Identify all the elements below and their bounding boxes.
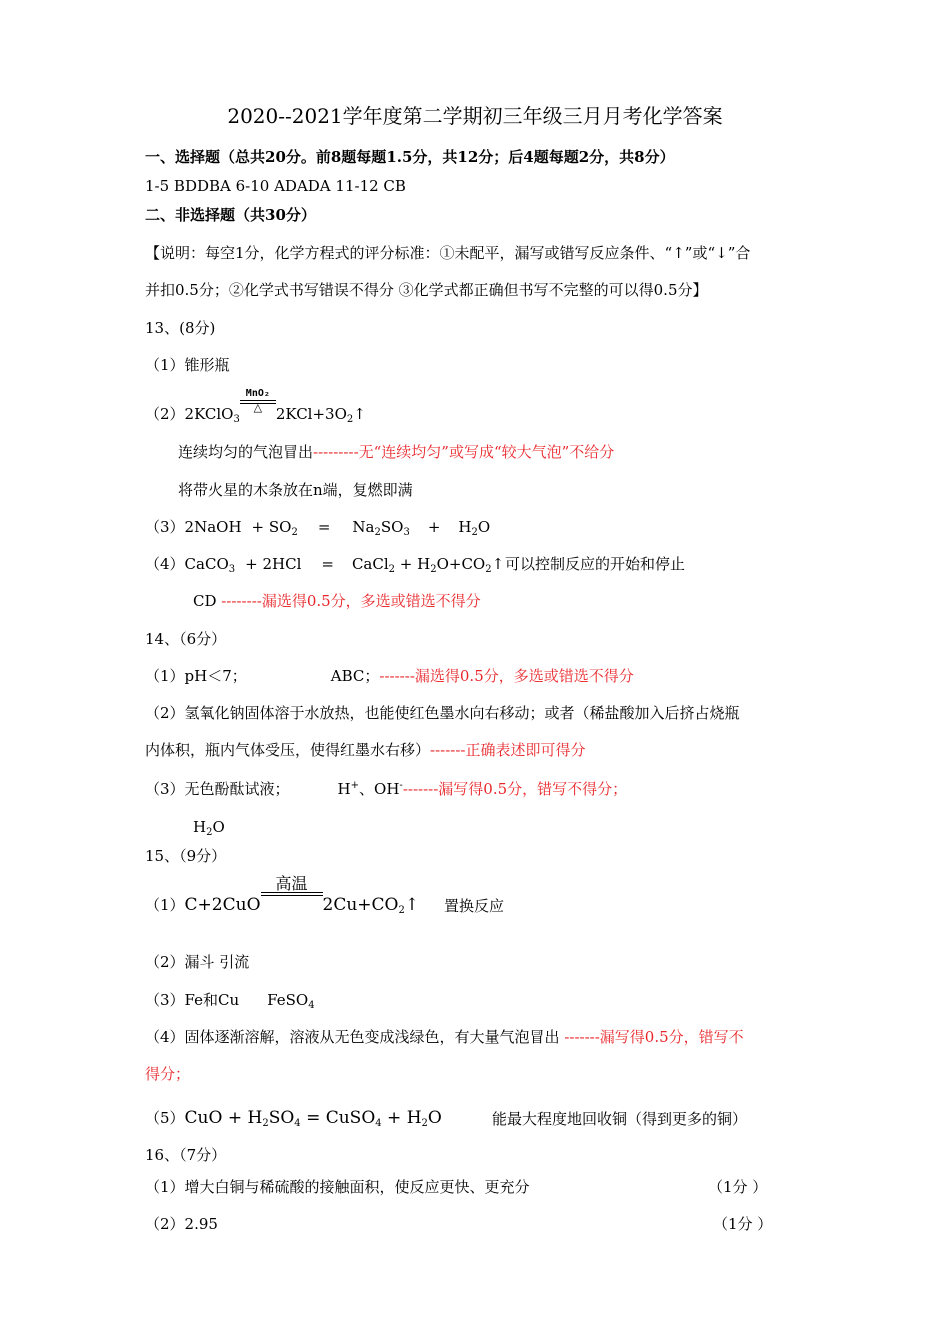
q13-a2-left-sub: 3 xyxy=(233,414,240,425)
high-temp-label: 高温 xyxy=(275,874,308,893)
q13-a3-t4: H xyxy=(458,518,472,536)
note-line-1: 【说明：每空1分，化学方程式的评分标准：①未配平，漏写或错写反应条件、“↑”或“↓”合 xyxy=(145,244,751,262)
q13-a4-line2 xyxy=(193,591,481,611)
q13-a3-t4-sub: 2 xyxy=(471,527,478,538)
q15-a4-note2: 得分； xyxy=(145,1065,191,1083)
gas-arrow-icon: ↑ xyxy=(353,405,366,423)
q14-a3-line2-a: H xyxy=(193,818,207,836)
q14-a3-line2-b: O xyxy=(212,818,225,836)
q13-a4-t1: CaCO xyxy=(184,555,229,573)
reaction-condition xyxy=(240,388,276,424)
page-title: 2020--2021学年度第二学期初三年级三月月考化学答案 xyxy=(227,104,723,128)
q14-a1-text: （1）pH＜7； xyxy=(145,667,247,685)
q14-a3-sep: 、OH xyxy=(359,780,400,798)
q14-answer-3 xyxy=(145,779,627,799)
q15-a1-right: 2Cu+CO xyxy=(322,895,399,915)
q14-answer-1 xyxy=(145,666,634,686)
q14-a3-ion2-sup: - xyxy=(399,780,403,791)
q15-a3-b-sub: 4 xyxy=(308,1000,315,1011)
q16-answer-1: （1）增大白铜与稀硫酸的接触面积，使反应更快、更充分 xyxy=(145,1178,530,1196)
q15-a5-t3: + H xyxy=(381,1108,422,1128)
q15-a5-t2-sub: 4 xyxy=(375,1118,382,1129)
q14-answer-2-line1: （2）氢氧化钠固体溶于水放热，也能使红色墨水向右移动；或者（稀盐酸加入后挤占烧瓶 xyxy=(145,704,740,722)
q14-answer-2-line2 xyxy=(145,740,586,760)
q15-a5-t1: CuO + H xyxy=(184,1108,263,1128)
equals-bar xyxy=(261,892,323,896)
q13-a2-line2 xyxy=(178,442,614,462)
q13-a2-right: 2KCl+3O xyxy=(275,405,347,423)
q13-a4-label: （4） xyxy=(145,555,185,573)
gas-arrow-icon: ↑ xyxy=(491,555,505,573)
q15-a4-text: （4）固体逐渐溶解，溶液从无色变成浅绿色，有大量气泡冒出 xyxy=(145,1028,565,1046)
q13-a3-plus: + xyxy=(427,518,441,536)
q15-a1-left: C+2CuO xyxy=(184,895,261,915)
q15-a5-t3-sub: 2 xyxy=(421,1118,428,1129)
q13-answer-2 xyxy=(145,388,366,425)
q14-a2-line2-note: -------正确表述即可得分 xyxy=(430,741,586,759)
section1-heading: 一、选择题（总共20分。前8题每题1.5分，共12分；后4题每题2分，共8分） xyxy=(145,148,675,166)
q13-a4-line2-text: CD xyxy=(193,592,222,610)
reaction-condition xyxy=(261,874,323,916)
q13-a3-t4-b: O xyxy=(477,518,491,536)
q13-answer-1: （1）锥形瓶 xyxy=(145,356,230,374)
q15-answer-2: （2）漏斗 引流 xyxy=(145,953,250,971)
q15-answer-1 xyxy=(145,874,420,916)
q13-a4-t3-c: O+CO xyxy=(436,555,486,573)
q15-a1-right-sub: 2 xyxy=(398,905,405,916)
q13-a4-t1-sub: 3 xyxy=(228,564,236,575)
q13-answer-3 xyxy=(145,517,490,537)
q15-a5-label: （5） xyxy=(145,1109,185,1127)
q13-a3-eq: = xyxy=(317,518,331,536)
q15-a5-t1-b: SO xyxy=(268,1108,295,1128)
q16-answer-2: （2）2.95 xyxy=(145,1215,218,1233)
q14-a1-note: -------漏选得0.5分，多选或错选不得分 xyxy=(379,667,634,685)
q13-a2-line3: 将带火星的木条放在n端，复燃即满 xyxy=(178,481,413,499)
q13-answer-4 xyxy=(145,554,504,574)
q13-a2-right-sub: 2 xyxy=(346,414,354,425)
q13-a4-t3-sub: 2 xyxy=(388,564,396,575)
q13-a4-t2: + 2HCl xyxy=(245,555,302,573)
q15-a5-t1-sub2: 4 xyxy=(294,1118,301,1129)
q13-a4-eq: = xyxy=(321,555,334,573)
q14-a2-line2-text: 内体积，瓶内气体受压，使得红墨水右移） xyxy=(145,741,431,759)
q13-a3-t3: Na xyxy=(352,518,375,536)
q16-heading: 16、（7分） xyxy=(145,1146,227,1164)
q15-answer-3 xyxy=(145,990,315,1010)
q15-a1-label: （1） xyxy=(145,896,185,914)
q15-answer-4 xyxy=(145,1027,744,1047)
q13-a2-label: （2） xyxy=(145,405,185,423)
q15-a3-text: （3）Fe和Cu xyxy=(145,991,240,1009)
q15-heading: 15、（9分） xyxy=(145,847,227,865)
q15-a5-extra: 能最大程度地回收铜（得到更多的铜） xyxy=(492,1110,748,1128)
q13-a3-t3-sub1: 2 xyxy=(374,527,381,538)
q15-a5-t1-sub: 2 xyxy=(262,1118,269,1129)
q13-a3-t3-sub2: 3 xyxy=(403,527,410,538)
q13-a4-t3: CaCl xyxy=(351,555,389,573)
q13-a3-label: （3） xyxy=(145,518,185,536)
catalyst-label: MnO₂ xyxy=(245,388,270,399)
q16-a2-score: （1分 ） xyxy=(713,1215,773,1233)
section2-heading: 二、非选择题（共30分） xyxy=(145,206,316,224)
q13-a2-left: 2KClO xyxy=(184,405,234,423)
gas-arrow-icon: ↑ xyxy=(404,895,420,915)
q13-a3-t1: 2NaOH xyxy=(184,518,242,536)
section1-answers: 1-5 BDDBA 6-10 ADADA 11-12 CB xyxy=(145,177,406,195)
q13-a4-line2-note: --------漏选得0.5分，多选或错选不得分 xyxy=(221,592,481,610)
q13-a3-t3-b: SO xyxy=(380,518,404,536)
q14-a1-text2: ABC； xyxy=(330,667,380,685)
q14-heading: 14、（6分） xyxy=(145,630,227,648)
q13-heading: 13、(8分) xyxy=(145,319,216,337)
q14-a3-line2 xyxy=(193,817,225,837)
q15-answer-5 xyxy=(145,1107,442,1129)
q14-a3-text: （3）无色酚酞试液； xyxy=(145,780,290,798)
q16-a1-score: （1分 ） xyxy=(708,1178,768,1196)
q13-a3-t2: + SO xyxy=(251,518,292,536)
heat-symbol: △ xyxy=(253,401,263,414)
q14-a3-ion1: H xyxy=(337,780,351,798)
q13-a4-extra: 可以控制反应的开始和停止 xyxy=(505,555,686,573)
q14-a3-ion1-sup: + xyxy=(350,780,360,791)
q13-a4-t3-sub2: 2 xyxy=(430,564,437,575)
q14-a3-note: -------漏写得0.5分，错写不得分； xyxy=(402,780,628,798)
q13-a2-line2-note: ---------无“连续均匀”或写成“较大气泡”不给分 xyxy=(313,443,615,461)
q15-a1-type: 置换反应 xyxy=(444,897,505,915)
q13-a4-t3-b: + H xyxy=(395,555,431,573)
q15-a5-eq: = CuSO xyxy=(300,1108,376,1128)
q14-a3-line2-sub: 2 xyxy=(206,827,213,838)
q15-a3-b: FeSO xyxy=(267,991,309,1009)
q13-a3-t2-sub: 2 xyxy=(291,527,298,538)
note-line-2: 并扣0.5分；②化学式书写错误不得分 ③化学式都正确但书写不完整的可以得0.5分】 xyxy=(145,281,708,299)
q15-a4-note: -------漏写得0.5分，错写不 xyxy=(564,1028,744,1046)
q13-a4-t3-sub3: 2 xyxy=(485,564,492,575)
q13-a2-line2-text: 连续均匀的气泡冒出 xyxy=(178,443,314,461)
q15-a5-t3-b: O xyxy=(427,1108,442,1128)
